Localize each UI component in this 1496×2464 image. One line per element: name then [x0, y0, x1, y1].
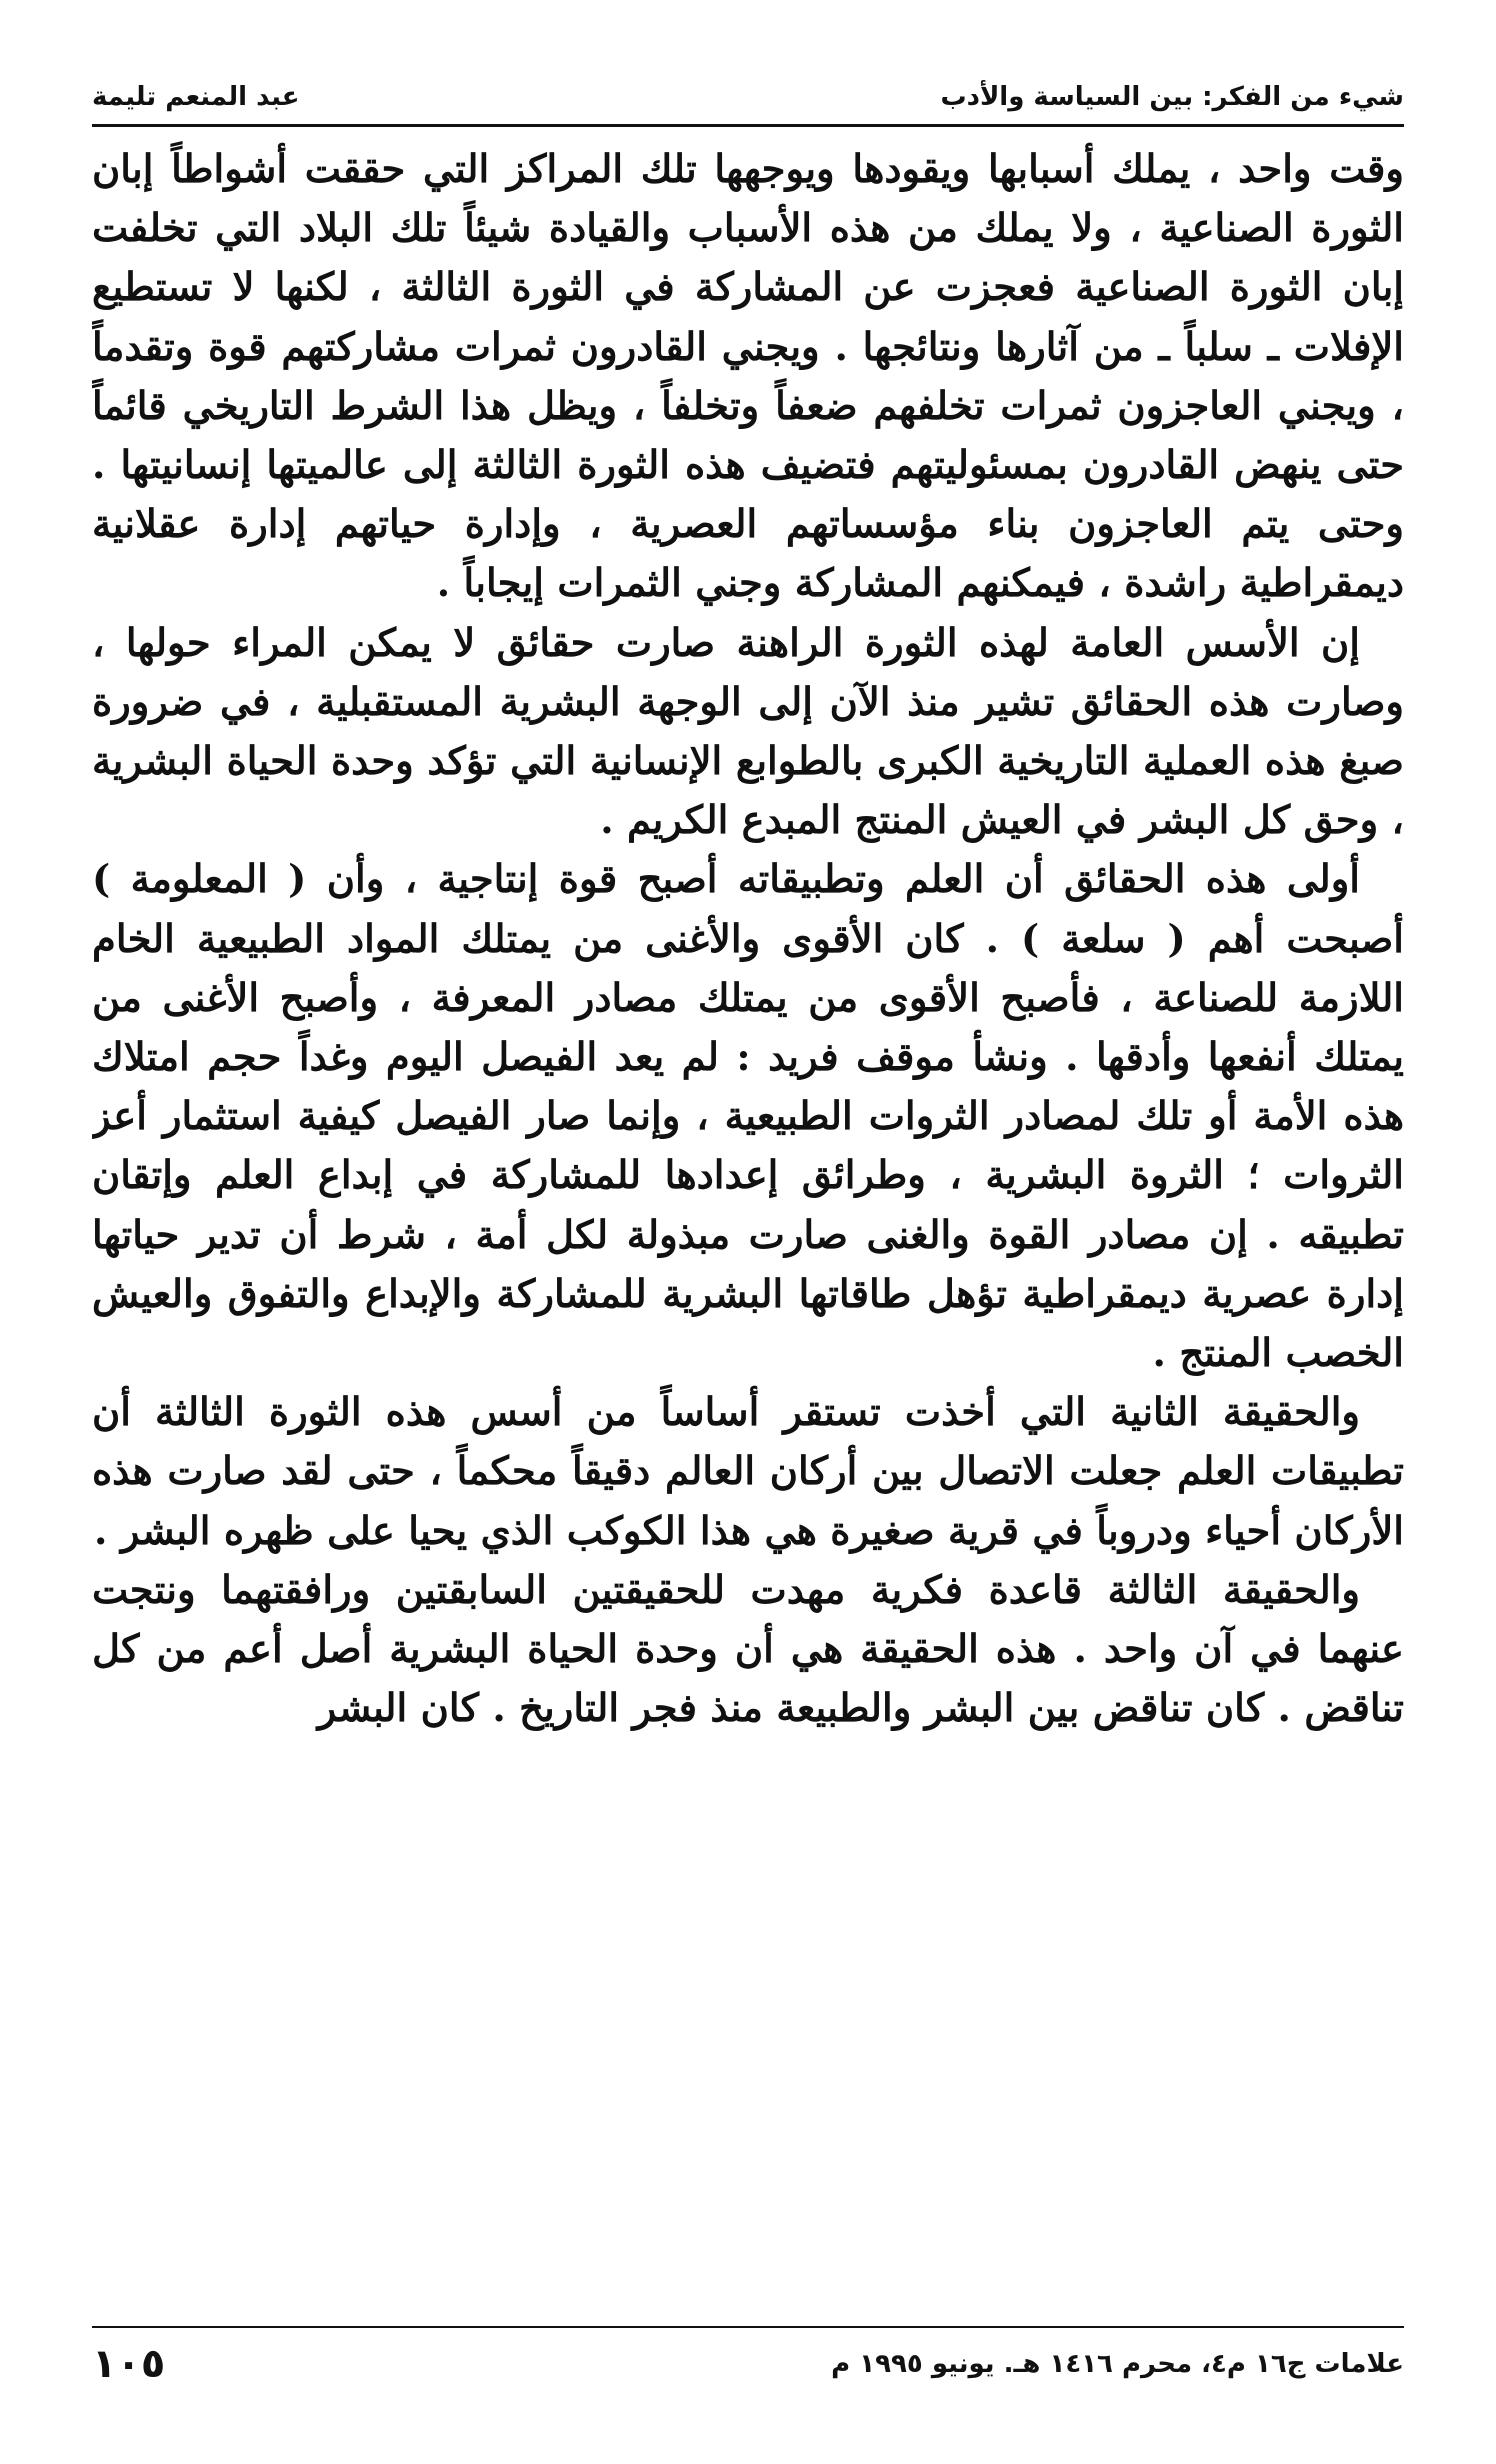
paragraph-1: وقت واحد ، يملك أسبابها ويقودها ويوجهها تلك المراكز التي حققت أشواطاً إبان الثورة الصناعية ، ولا يملك من هذه الأسباب والقيادة شيئاً تلك البلاد التي تخلفت إبان الثورة الصناعية فعجزت عن المشاركة في الثورة الثالثة ، لكنها لا تستطيع الإفلات ـ سلباً ـ من آثارها ونتائجها . ويجني القادرون ثمرات مشاركتهم قوة وتقدماً ، ويجني العاجزون ثمرات تخلفهم ضعفاً وتخلفاً ، ويظل هذا الشرط التاريخي قائماً حتى ينهض القادرون بمسئوليتهم فتضيف هذه الثورة الثالثة إلى عالميتها إنسانيتها . وحتى يتم العاجزون بناء مؤسساتهم العصرية ، وإدارة حياتهم إدارة عقلانية ديمقراطية راشدة ، فيمكنهم المشاركة وجني الثمرات إيجاباً . [92, 147, 1404, 607]
book-title: شيء من الفكر: بين السياسة والأدب [940, 82, 1404, 112]
paragraph-4: والحقيقة الثانية التي أخذت تستقر أساساً من أسس هذه الثورة الثالثة أن تطبيقات العلم جعلت الاتصال بين أركان العالم دقيقاً محكماً ، حتى لقد صارت هذه الأركان أحياء ودروباً في قرية صغيرة هي هذا الكوكب الذي يحيا على ظهره البشر . [92, 1390, 1404, 1554]
footer-divider [92, 2326, 1404, 2328]
journal-info: علامات ج١٦ م٤، محرم ١٤١٦ هـ. يونيو ١٩٩٥ م [831, 2349, 1404, 2379]
page-number: ١٠٥ [92, 2341, 166, 2387]
body-text [92, 140, 1404, 2310]
page-footer [92, 2336, 1404, 2392]
paragraph-5: والحقيقة الثالثة قاعدة فكرية مهدت للحقيقتين السابقتين ورافقتهما ونتجت عنهما في آن واحد . هذه الحقيقة هي أن وحدة الحياة البشرية أصل أعم من كل تناقض . كان تناقض بين البشر والطبيعة منذ فجر التاريخ . كان البشر [92, 1567, 1404, 1732]
paragraph-2: إن الأسس العامة لهذه الثورة الراهنة صارت حقائق لا يمكن المراء حولها ، وصارت هذه الحقائق تشير منذ الآن إلى الوجهة البشرية المستقبلية ، في ضرورة صبغ هذه العملية التاريخية الكبرى بالطوابع الإنسانية التي تؤكد وحدة الحياة البشرية ، وحق كل البشر في العيش المنتج المبدع الكريم . [92, 620, 1404, 844]
paragraph-3: أولى هذه الحقائق أن العلم وتطبيقاته أصبح قوة إنتاجية ، وأن ( المعلومة ) أصبحت أهم ( سلعة ) . كان الأقوى والأغنى من يمتلك المواد الطبيعية الخام اللازمة للصناعة ، فأصبح الأقوى من يمتلك مصادر المعرفة ، وأصبح الأغنى من يمتلك أنفعها وأدقها . ونشأ موقف فريد : لم يعد الفيصل اليوم وغداً حجم امتلاك هذه الأمة أو تلك لمصادر الثروات الطبيعية ، وإنما صار الفيصل كيفية استثمار أعز الثروات ؛ الثروة البشرية ، وطرائق إعدادها للمشاركة في إبداع العلم وإتقان تطبيقه . إن مصادر القوة والغنى صارت مبذولة لكل أمة ، شرط أن تدير حياتها إدارة عصرية ديمقراطية تؤهل طاقاتها البشرية للمشاركة والإبداع والتفوق والعيش الخصب المنتج . [92, 857, 1404, 1377]
running-header [92, 62, 1404, 112]
header-divider [92, 124, 1404, 127]
author-name: عبد المنعم تليمة [92, 82, 300, 112]
